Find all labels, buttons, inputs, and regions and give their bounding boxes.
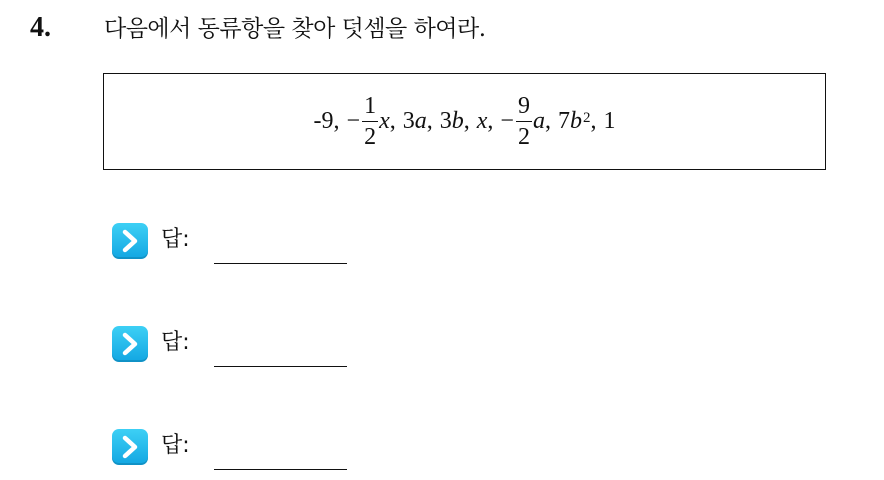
term-constant: -9, — [313, 108, 340, 134]
fraction: $\frac{9}{2}$ — [517, 93, 530, 150]
chevron-right-icon — [112, 326, 148, 362]
answer-blank[interactable] — [214, 366, 347, 367]
term-fraction-a: − $\frac{9}{2}$ a , — [500, 93, 551, 150]
term-list — [314, 94, 616, 149]
term-3a: 3 a , — [402, 108, 433, 134]
term-3b: 3 b , — [439, 108, 470, 134]
answer-blank[interactable] — [214, 469, 347, 470]
chevron-right-icon — [112, 429, 148, 465]
term-7b-squared: 7 b $^2$ , — [557, 108, 597, 134]
expression-box — [103, 73, 826, 170]
term-x: x , — [476, 108, 494, 134]
chevron-right-icon — [112, 223, 148, 259]
term-one: 1 — [603, 108, 616, 134]
question-number: 4. — [30, 12, 51, 43]
fraction: $\frac{1}{2}$ — [364, 93, 377, 150]
question-text: 다음에서 동류항을 찾아 덧셈을 하여라. — [104, 16, 486, 42]
term-fraction-x: − $\frac{1}{2}$ x , — [346, 93, 396, 150]
answer-blank[interactable] — [214, 263, 347, 264]
answer-label: 답: — [161, 330, 190, 355]
answer-label: 답: — [161, 227, 190, 252]
answer-label: 답: — [161, 433, 190, 458]
